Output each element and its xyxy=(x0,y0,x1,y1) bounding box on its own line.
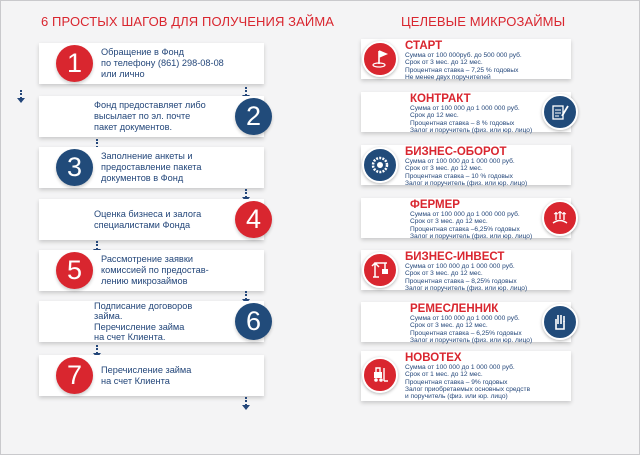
loan-name: СТАРТ xyxy=(405,40,443,52)
step-1-number: 1 xyxy=(56,45,93,82)
loan-line: Процентная ставка –6,25% годовых xyxy=(410,225,520,233)
loan-line: Срок от 1 мес. до 12 мес. xyxy=(405,371,483,379)
loan-line: Залог и поручитель (физ. или юр. лицо) xyxy=(410,232,533,240)
loan-line: Срок до 12 мес. xyxy=(410,112,459,120)
arrow-down-icon xyxy=(242,397,250,411)
step-2-card xyxy=(39,96,264,137)
loan-name: НОВОТЕХ xyxy=(405,352,462,364)
loan-line: Процентная ставка – 7,25 % годовых xyxy=(405,66,519,74)
loan-business-invest-card xyxy=(361,250,571,290)
loan-farmer-card xyxy=(361,198,571,238)
loan-name: БИЗНЕС-ИНВЕСТ xyxy=(405,251,505,263)
loan-line: Сумма от 100 000 до 1 000 000 руб. xyxy=(405,263,515,270)
loan-line: Не менее двух поручителей xyxy=(405,73,491,81)
loan-line: Залог и поручитель (физ. или юр. лицо) xyxy=(410,336,533,344)
step-6-number: 6 xyxy=(235,303,272,340)
loan-line: Сумма от 100 000руб. до 500 000 руб. xyxy=(405,52,522,59)
loan-line: Залог приобретаемых основных средств xyxy=(405,385,531,393)
loan-line: Сумма от 100 000 до 1 000 000 руб. xyxy=(405,364,515,371)
step-2-text: Фонд предоставляет либо высылает по эл. почте пакет документов. xyxy=(94,100,206,132)
loan-contract-card xyxy=(361,92,571,132)
loan-line: Сумма от 100 000 до 1 000 000 руб. xyxy=(405,158,515,165)
loan-line: Срок от 3 мес. до 12 мес. xyxy=(405,270,483,278)
loan-line: Процентная ставка – 8 % годовых xyxy=(410,119,515,127)
loan-craftsman-card xyxy=(361,302,571,342)
loan-novotech-card xyxy=(361,351,571,401)
step-3-number: 3 xyxy=(56,149,93,186)
step-4-card xyxy=(39,199,264,240)
step-3-card xyxy=(39,147,264,188)
loan-line: Срок от 3 мес. до 12 мес. xyxy=(410,322,488,330)
step-7-text: Перечисление займа на счет Клиента xyxy=(101,364,192,386)
step-5-number: 5 xyxy=(56,252,93,289)
loan-business-turnover-card xyxy=(361,145,571,185)
loan-line: Сумма от 100 000 до 1 000 000 руб. xyxy=(410,211,520,218)
step-1-text: Обращение в Фонд по телефону (861) 298-08-08 или лично xyxy=(101,47,224,79)
loan-line: и поручитель (физ. или юр. лицо) xyxy=(405,393,508,401)
loans-title: ЦЕЛЕВЫЕ МИКРОЗАЙМЫ xyxy=(401,14,566,29)
forklift-icon xyxy=(362,357,398,393)
start-flag-icon xyxy=(362,41,398,77)
contract-icon xyxy=(542,94,578,130)
loan-line: Залог и поручитель (физ. или юр. лицо) xyxy=(405,284,528,292)
loan-line: Срок от 3 мес. до 12 мес. xyxy=(410,218,488,226)
step-5-text: Рассмотрение заявки комиссией по предостав- лению микрозаймов xyxy=(101,254,209,286)
steps-title: 6 ПРОСТЫХ ШАГОВ ДЛЯ ПОЛУЧЕНИЯ ЗАЙМА xyxy=(41,14,335,29)
loan-line: Залог и поручитель (физ. или юр. лицо) xyxy=(405,179,528,187)
loan-line: Сумма от 100 000 до 1 000 000 руб. xyxy=(410,315,520,322)
loan-line: Залог и поручитель (физ. или юр. лицо) xyxy=(410,126,533,134)
loan-name: КОНТРАКТ xyxy=(410,93,471,105)
step-4-number: 4 xyxy=(235,201,272,238)
loan-name: РЕМЕСЛЕННИК xyxy=(410,303,499,315)
loan-name: БИЗНЕС-ОБОРОТ xyxy=(405,146,507,158)
step-2-number: 2 xyxy=(235,98,272,135)
loan-line: Срок от 3 мес. до 12 мес. xyxy=(405,59,483,67)
crane-icon xyxy=(362,252,398,288)
step-4-text: Оценка бизнеса и залога специалистами Фонда xyxy=(94,208,202,230)
loan-line: Сумма от 100 000 до 1 000 000 руб. xyxy=(410,105,520,112)
step-1-card xyxy=(39,43,264,84)
arrow-down-icon xyxy=(17,90,25,104)
step-7-number: 7 xyxy=(56,357,93,394)
step-6-card xyxy=(39,301,264,342)
loan-line: Срок от 3 мес. до 12 мес. xyxy=(405,165,483,173)
turnover-icon xyxy=(362,147,398,183)
step-6-text: Подписание договоров займа. Перечисление займа на счет Клиента. xyxy=(94,300,193,342)
loan-line: Процентная ставка – 9% годовых xyxy=(405,378,508,386)
loan-line: Процентная ставка – 10 % годовых xyxy=(405,172,513,180)
step-3-text: Заполнение анкеты и предоставление пакета документов в Фонд xyxy=(101,151,202,183)
loan-start-card xyxy=(361,39,571,79)
craftsman-icon xyxy=(542,304,578,340)
farmer-icon xyxy=(542,200,578,236)
loan-line: Процентная ставка – 6,25% годовых xyxy=(410,329,522,337)
loan-name: ФЕРМЕР xyxy=(410,199,460,211)
step-5-card xyxy=(39,250,264,291)
step-7-card xyxy=(39,355,264,396)
loan-line: Процентная ставка – 8,25% годовых xyxy=(405,277,517,285)
